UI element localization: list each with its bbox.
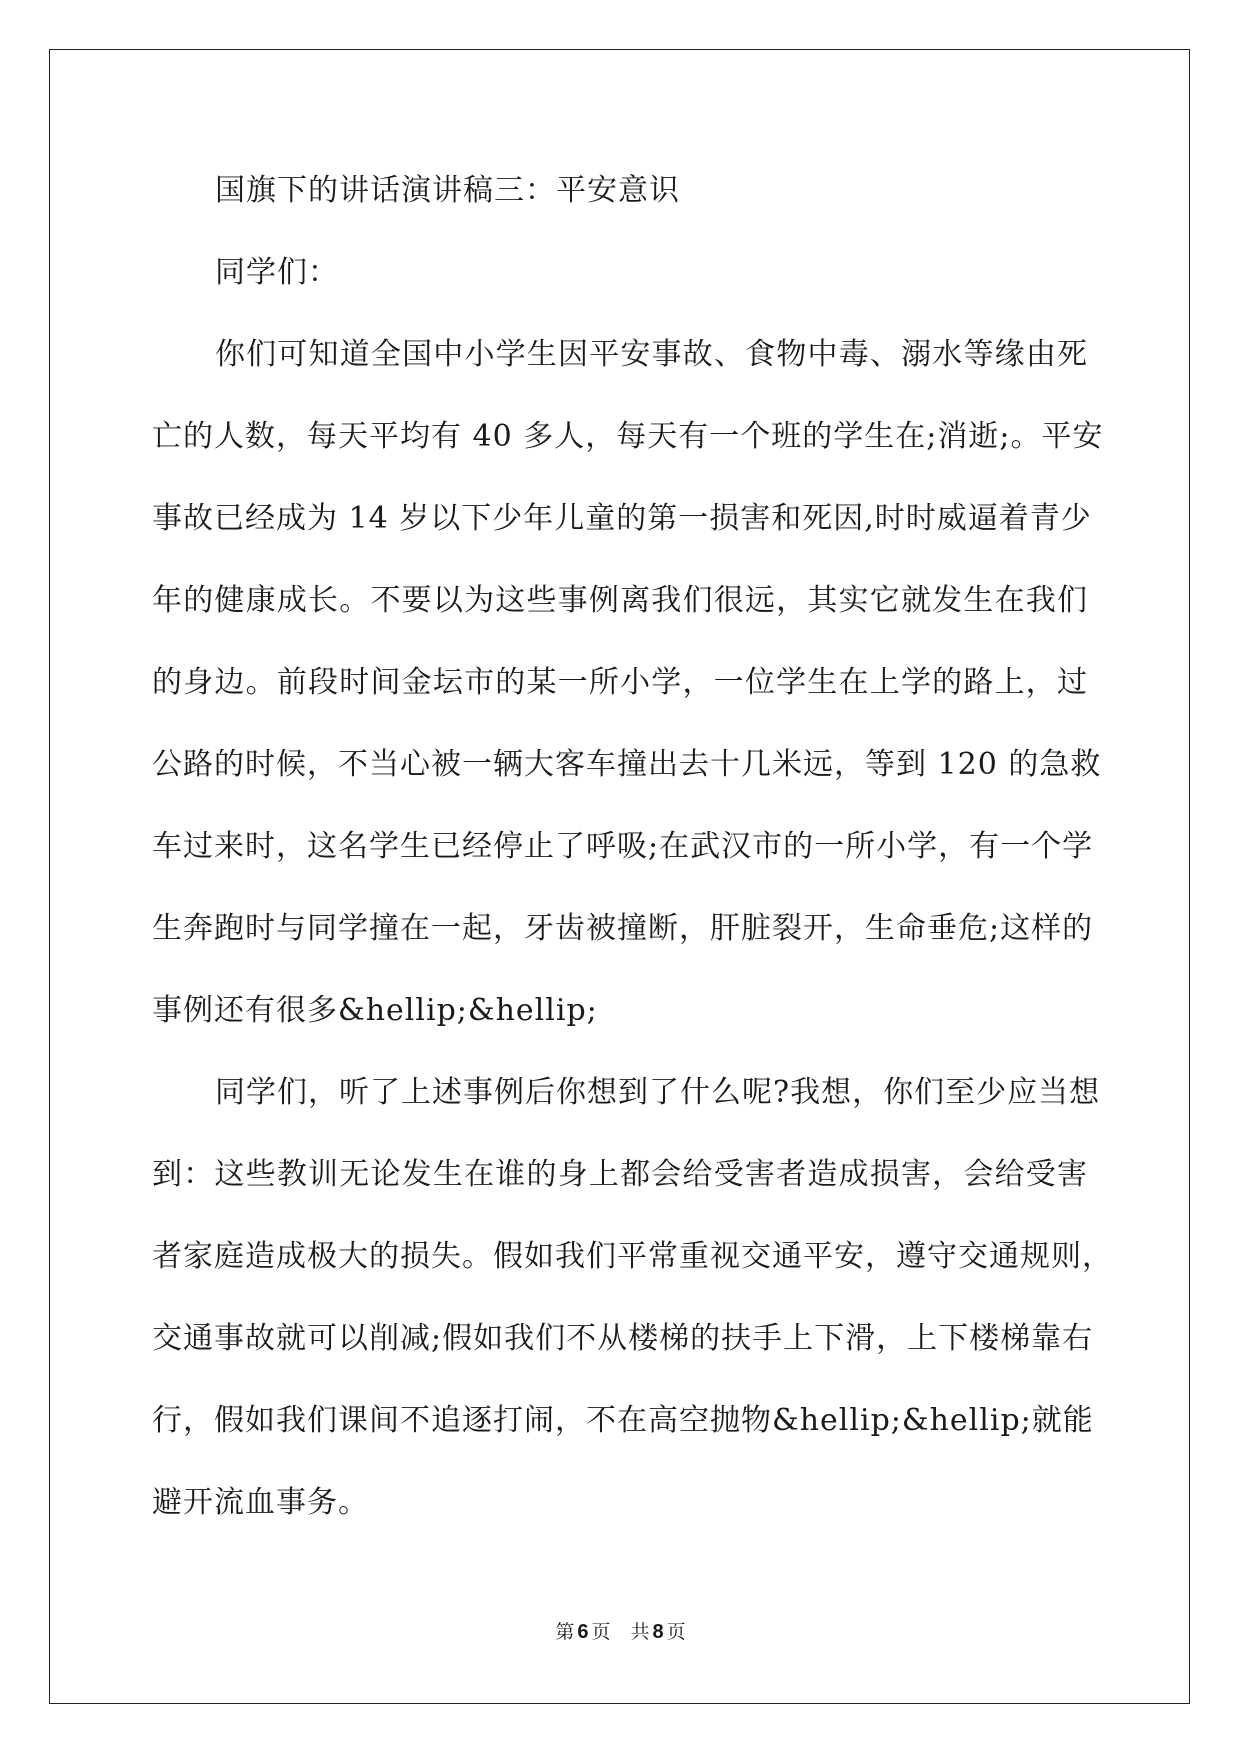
- total-suffix: 页: [666, 1621, 686, 1643]
- salutation: 同学们：: [215, 255, 339, 290]
- page-footer: [0, 1617, 1241, 1644]
- current-page-number: 6: [577, 1621, 589, 1643]
- paragraph-2-line: 者家庭造成极大的损失。假如我们平常重视交通平安，遵守交通规则，: [152, 1239, 1113, 1274]
- document-heading: 国旗下的讲话演讲稿三：平安意识: [215, 173, 680, 208]
- page-suffix: 页: [591, 1621, 611, 1643]
- paragraph-2-line: 同学们，听了上述事例后你想到了什么呢?我想，你们至少应当想: [215, 1075, 1101, 1110]
- paragraph-1-line: 事例还有很多&hellip;&hellip;: [152, 993, 598, 1028]
- paragraph-1-line: 车过来时，这名学生已经停止了呼吸;在武汉市的一所小学，有一个学: [152, 829, 1094, 864]
- total-page-count: 8: [652, 1621, 664, 1643]
- paragraph-1-line: 事故已经成为 14 岁以下少年儿童的第一损害和死因,时时威逼着青少: [152, 501, 1092, 536]
- page-prefix: 第: [555, 1621, 575, 1643]
- paragraph-2-line: 交通事故就可以削减;假如我们不从楼梯的扶手上下滑，上下楼梯靠右: [152, 1321, 1094, 1356]
- paragraph-1-line: 的身边。前段时间金坛市的某一所小学，一位学生在上学的路上，过: [152, 665, 1088, 700]
- paragraph-1-line: 你们可知道全国中小学生因平安事故、食物中毒、溺水等缘由死: [215, 337, 1088, 372]
- document-body: [152, 166, 1113, 1560]
- total-prefix: 共: [630, 1621, 650, 1643]
- paragraph-1-line: 年的健康成长。不要以为这些事例离我们很远，其实它就发生在我们: [152, 583, 1088, 618]
- paragraph-1-line: 公路的时候，不当心被一辆大客车撞出去十几米远，等到 120 的急救: [152, 747, 1102, 782]
- paragraph-2-line: 到：这些教训无论发生在谁的身上都会给受害者造成损害，会给受害: [152, 1157, 1088, 1192]
- paragraph-2-line: 行，假如我们课间不追逐打闹，不在高空抛物&hellip;&hellip;就能: [152, 1403, 1094, 1438]
- paragraph-1-line: 亡的人数，每天平均有 40 多人，每天有一个班的学生在;消逝;。平安: [152, 419, 1104, 454]
- paragraph-2-line: 避开流血事务。: [152, 1485, 369, 1520]
- paragraph-1-line: 生奔跑时与同学撞在一起，牙齿被撞断，肝脏裂开，生命垂危;这样的: [152, 911, 1094, 946]
